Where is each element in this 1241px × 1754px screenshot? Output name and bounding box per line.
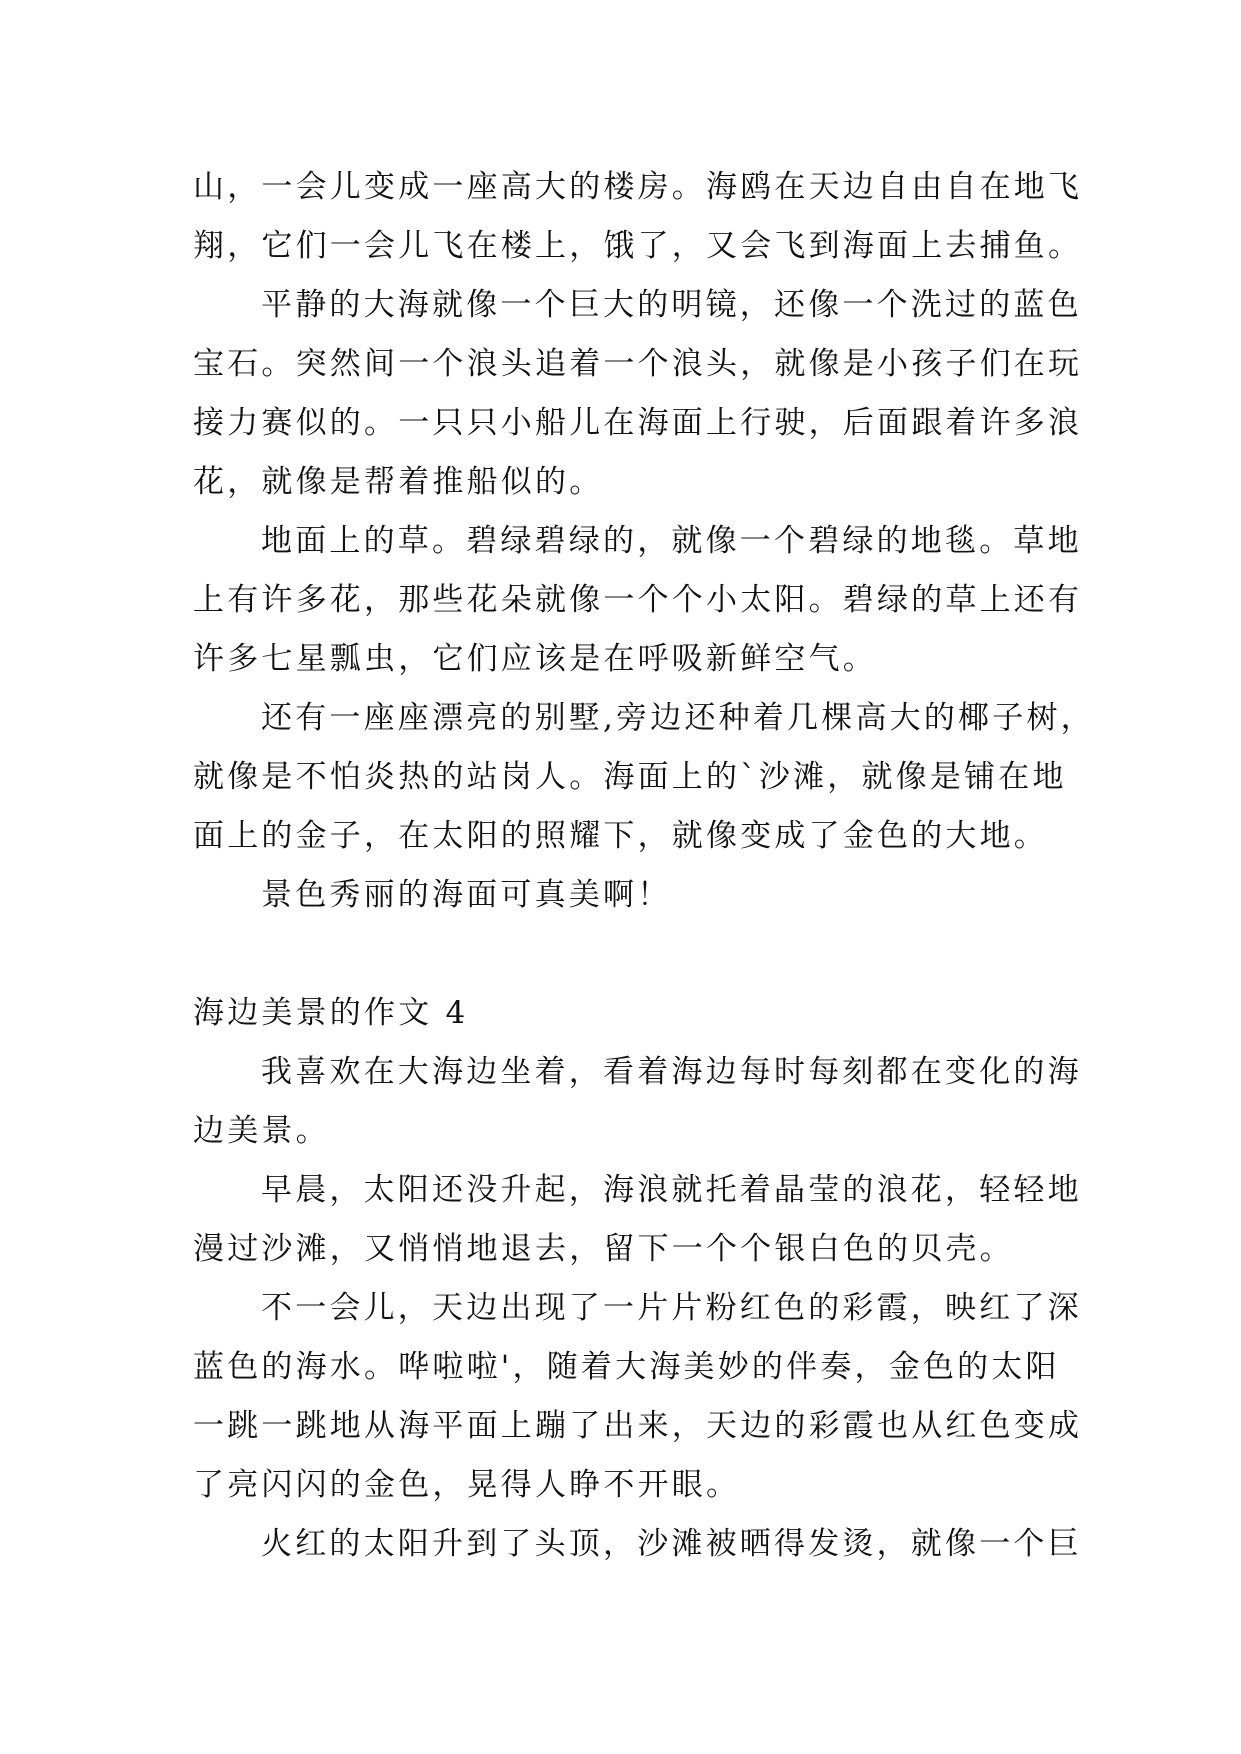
- text-line: 许多七星瓢虫，它们应该是在呼吸新鲜空气。: [193, 641, 877, 677]
- text-line: 我喜欢在大海边坐着，看着海边每时每刻都在变化的海: [261, 1054, 1082, 1090]
- essay-body: [193, 158, 1095, 1574]
- text-line: 上有许多花，那些花朵就像一个个小太阳。碧绿的草上还有: [193, 582, 1083, 618]
- text-line: 景色秀丽的海面可真美啊！: [261, 877, 672, 913]
- text-line: 蓝色的海水。哗啦啦'，随着大海美妙的伴奏，金色的太阳: [193, 1349, 1060, 1385]
- text-line: 山，一会儿变成一座高大的楼房。海鸥在天边自由自在地飞: [193, 169, 1083, 205]
- text-line: 花，就像是帮着推船似的。: [193, 464, 604, 500]
- text-line: 平静的大海就像一个巨大的明镜，还像一个洗过的蓝色: [261, 287, 1082, 323]
- text-line: 地面上的草。碧绿碧绿的，就像一个碧绿的地毯。草地: [261, 523, 1082, 559]
- text-line: 早晨，太阳还没升起，海浪就托着晶莹的浪花，轻轻地: [261, 1172, 1082, 1208]
- text-line: 漫过沙滩，又悄悄地退去，留下一个个银白色的贝壳。: [193, 1231, 1014, 1267]
- text-line: 火红的太阳升到了头顶，沙滩被晒得发烫，就像一个巨: [261, 1526, 1082, 1562]
- text-line: 接力赛似的。一只只小船儿在海面上行驶，后面跟着许多浪: [193, 405, 1083, 441]
- text-line: 还有一座座漂亮的别墅,旁边还种着几棵高大的椰子树，: [261, 700, 1095, 736]
- text-line: 翔，它们一会儿飞在楼上，饿了，又会飞到海面上去捕鱼。: [193, 228, 1083, 264]
- section-title: 海边美景的作文 4: [193, 995, 469, 1031]
- text-line: 一跳一跳地从海平面上蹦了出来，天边的彩霞也从红色变成: [193, 1408, 1083, 1444]
- text-line: 面上的金子，在太阳的照耀下，就像变成了金色的大地。: [193, 818, 1048, 854]
- paragraph-gap: [193, 925, 1073, 984]
- text-line: 宝石。突然间一个浪头追着一个浪头，就像是小孩子们在玩: [193, 346, 1083, 382]
- text-line: 不一会儿，天边出现了一片片粉红色的彩霞，映红了深: [261, 1290, 1082, 1326]
- text-line: 边美景。: [193, 1113, 330, 1149]
- text-line: 了亮闪闪的金色，晃得人睁不开眼。: [193, 1467, 741, 1503]
- text-line: 就像是不怕炎热的站岗人。海面上的`沙滩，就像是铺在地: [193, 759, 1067, 795]
